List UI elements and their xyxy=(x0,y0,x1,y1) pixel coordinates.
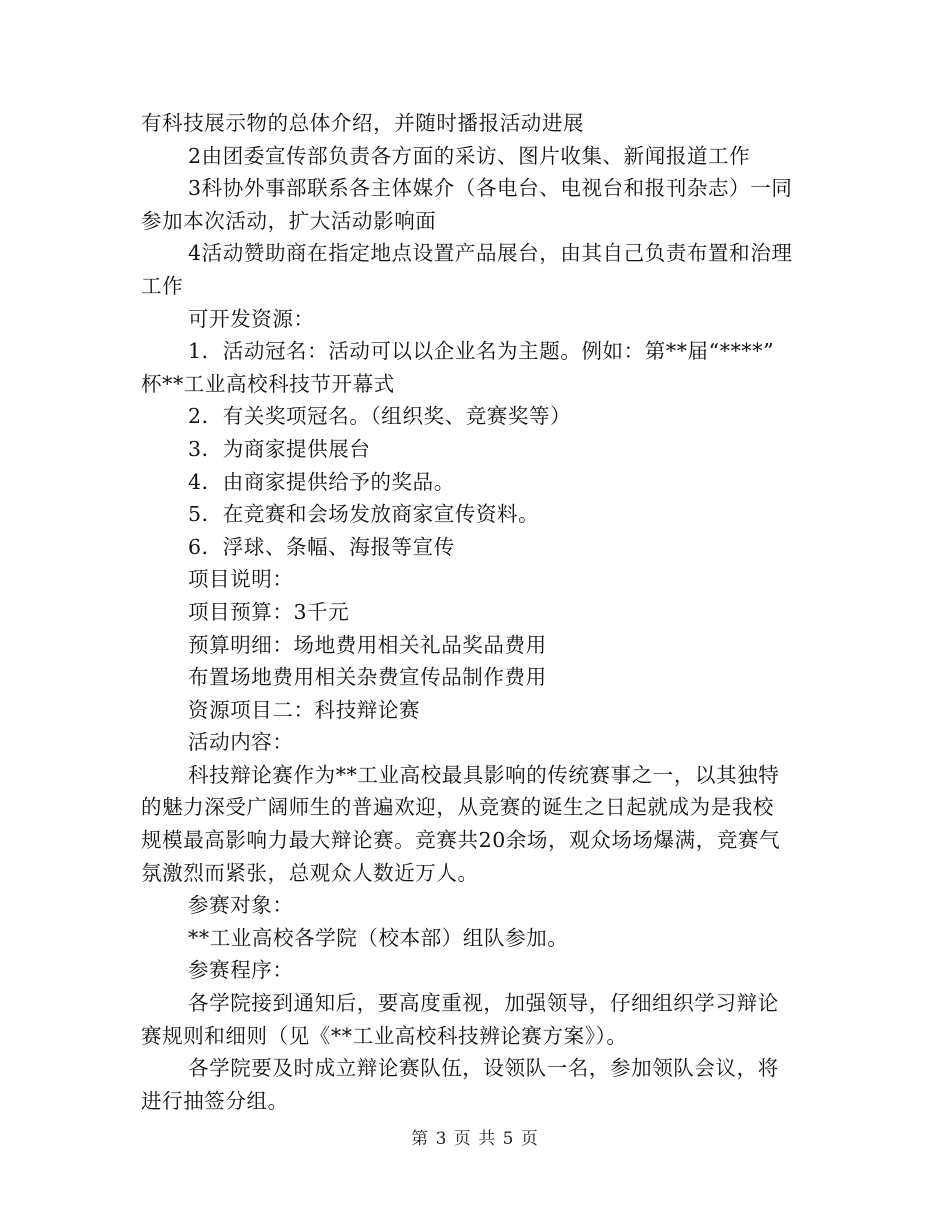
text-line: 布置场地费用相关杂费宣传品制作费用 xyxy=(188,665,547,690)
section-heading: 资源项目二：科技辩论赛 xyxy=(188,697,421,722)
text-line: **工业高校各学院（校本部）组队参加。 xyxy=(188,925,569,950)
list-item: 5．在竞赛和会场发放商家宣传资料。 xyxy=(188,502,540,527)
text-line: 各学院接到通知后，要高度重视，加强领导，仔细组织学习辩论 xyxy=(188,991,779,1016)
list-item: 2．有关奖项冠名。（组织奖、竞赛奖等） xyxy=(188,404,572,429)
text-line: 各学院要及时成立辩论赛队伍，设领队一名，参加领队会议，将 xyxy=(188,1056,779,1081)
text-line: 的魅力深受广阔师生的普遍欢迎，从竞赛的诞生之日起就成为是我校 xyxy=(141,795,774,820)
text-line: 3科协外事部联系各主体媒介（各电台、电视台和报刊杂志）一同 xyxy=(188,176,793,201)
list-item: 4．由商家提供给予的奖品。 xyxy=(188,469,455,494)
text-line: 4活动赞助商在指定地点设置产品展台，由其自己负责布置和治理 xyxy=(188,241,793,266)
section-heading: 活动内容： xyxy=(188,730,294,755)
text-line: 预算明细：场地费用相关礼品奖品费用 xyxy=(188,632,547,657)
text-line: 杯**工业高校科技节开幕式 xyxy=(141,371,395,396)
section-heading: 可开发资源： xyxy=(188,306,315,331)
list-item: 3．为商家提供展台 xyxy=(188,436,371,461)
page-number: 第 3 页 共 5 页 xyxy=(411,1129,539,1149)
text-line: 进行抽签分组。 xyxy=(141,1088,289,1113)
text-line: 有科技展示物的总体介绍，并随时播报活动进展 xyxy=(141,111,585,135)
document-body xyxy=(141,107,813,1117)
text-line: 参加本次活动，扩大活动影响面 xyxy=(141,208,437,233)
section-heading: 参赛对象： xyxy=(188,893,294,918)
text-line: 2由团委宣传部负责各方面的采访、图片收集、新闻报道工作 xyxy=(188,143,751,168)
text-line: 氛激烈而紧张，总观众人数近万人。 xyxy=(141,860,479,885)
text-line: 科技辩论赛作为**工业高校最具影响的传统赛事之一，以其独特 xyxy=(188,762,780,787)
list-item: 1．活动冠名：活动可以以企业名为主题。例如：第**届“****” xyxy=(188,339,775,364)
text-line: 赛规则和细则（见《**工业高校科技辨论赛方案》）。 xyxy=(141,1023,628,1048)
list-item: 6．浮球、条幅、海报等宣传 xyxy=(188,534,455,559)
text-line: 工作 xyxy=(141,273,184,298)
text-line: 规模最高影响力最大辩论赛。竞赛共20余场，观众场场爆满，竞赛气 xyxy=(141,828,781,853)
text-line: 项目预算：3千元 xyxy=(188,599,350,624)
section-heading: 参赛程序： xyxy=(188,958,294,983)
section-heading: 项目说明： xyxy=(188,567,294,592)
